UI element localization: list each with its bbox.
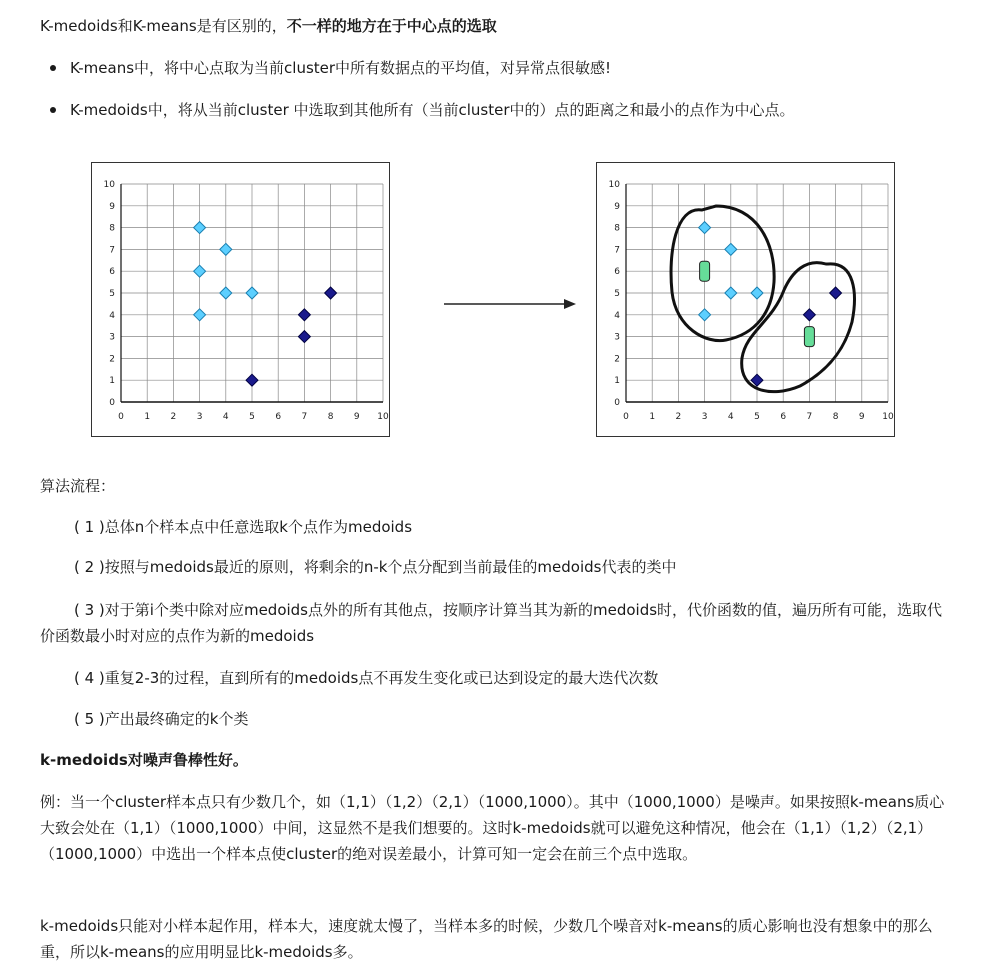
- x-tick-label: 1: [649, 412, 656, 422]
- y-tick-label: 8: [109, 223, 115, 234]
- y-tick-label: 7: [109, 245, 115, 256]
- robust-conclusion: k-medoids只能对小样本起作用，样本大，速度就太慢了，当样本多的时候，少数几个噪音对k-means的质心影响也没有想象中的那么重，所以k-means的应用明显比k-medoids多。: [40, 917, 933, 961]
- y-tick-label: 5: [614, 289, 620, 299]
- y-tick-label: 10: [608, 180, 620, 190]
- algo-step-2: ( 2 )按照与medoids最近的原则，将剩余的n-k个点分配到当前最佳的medoids代表的类中: [74, 558, 677, 576]
- x-tick-label: 4: [727, 412, 734, 422]
- medoid-point: [804, 327, 814, 347]
- y-tick-label: 4: [614, 310, 620, 321]
- y-tick-label: 1: [614, 376, 620, 387]
- y-tick-label: 9: [614, 201, 620, 212]
- y-tick-label: 5: [109, 289, 115, 299]
- x-tick-label: 5: [249, 412, 255, 422]
- x-tick-label: 9: [858, 412, 865, 422]
- x-tick-label: 2: [170, 412, 177, 422]
- y-tick-label: 3: [109, 332, 115, 343]
- intro-line: [40, 16, 497, 36]
- y-tick-label: 3: [614, 332, 620, 343]
- algo-step-3: ( 3 )对于第i个类中除对应medoids点外的所有其他点，按顺序计算当其为新的medoids时，代价函数的值，遍历所有可能，选取代价函数最小时对应的点作为新的medoids: [40, 601, 943, 645]
- x-tick-label: 6: [275, 412, 282, 422]
- bullet-text: K-medoids中，将从当前cluster 中选取到其他所有（当前cluster中的）点的距离之和最小的点作为中心点。: [70, 101, 795, 119]
- y-tick-label: 10: [103, 180, 115, 190]
- arrow-icon: [440, 294, 580, 314]
- bullet-kmedoids: [50, 100, 795, 120]
- y-tick-label: 0: [614, 398, 620, 408]
- bullet-dot-icon: [50, 107, 56, 113]
- intro-lead-bold: 不一样的地方在于中心点的选取: [286, 17, 497, 35]
- chart-frame: [597, 163, 895, 437]
- bullet-dot-icon: [50, 65, 56, 71]
- robust-example: 例：当一个cluster样本点只有少数几个，如（1,1）（1,2）（2,1）（1000,1000）。其中（1000,1000）是噪声。如果按照k-means质心大致会处在（1,1）（1000,1000）中间，这显然不是我们想要的。这时k-medoids就可以避免这种情况，他会在（1,1）（1,2）（2,1）（1000,1000）中选出一个样本点使cluster的绝对误差最小，计算可知一定会在前三个点中选取。: [40, 793, 945, 863]
- y-tick-label: 4: [109, 310, 115, 321]
- x-tick-label: 3: [196, 412, 203, 422]
- x-tick-label: 4: [222, 412, 229, 422]
- scatter-chart-after: [596, 162, 896, 438]
- y-tick-label: 2: [109, 354, 115, 365]
- x-tick-label: 2: [675, 412, 682, 422]
- y-tick-label: 9: [109, 201, 115, 212]
- bullet-kmeans: [50, 58, 611, 78]
- x-tick-label: 5: [754, 412, 760, 422]
- y-tick-label: 6: [614, 267, 620, 278]
- algo-step-5: ( 5 )产出最终确定的k个类: [74, 710, 249, 728]
- y-tick-label: 0: [109, 398, 115, 408]
- medoid-point: [700, 261, 710, 281]
- x-tick-label: 8: [327, 412, 334, 422]
- x-tick-label: 10: [377, 412, 389, 422]
- bullet-text: K-means中，将中心点取为当前cluster中所有数据点的平均值，对异常点很敏感!: [70, 59, 612, 77]
- x-tick-label: 8: [832, 412, 839, 422]
- chart-frame: [92, 163, 390, 437]
- intro-lead: K-medoids和K-means是有区别的，: [40, 17, 287, 35]
- y-tick-label: 6: [109, 267, 115, 278]
- x-tick-label: 0: [623, 412, 629, 422]
- x-tick-label: 0: [118, 412, 124, 422]
- x-tick-label: 7: [301, 412, 308, 422]
- y-tick-label: 2: [614, 354, 620, 365]
- x-tick-label: 9: [353, 412, 360, 422]
- algo-heading: 算法流程：: [40, 477, 116, 495]
- x-tick-label: 6: [780, 412, 787, 422]
- y-tick-label: 7: [614, 245, 620, 256]
- x-tick-label: 3: [701, 412, 708, 422]
- x-tick-label: 1: [144, 412, 151, 422]
- algo-step-1: ( 1 )总体n个样本点中任意选取k个点作为medoids: [74, 518, 413, 536]
- algo-step-4: ( 4 )重复2-3的过程，直到所有的medoids点不再发生变化或已达到设定的最大迭代次数: [74, 669, 659, 687]
- y-tick-label: 8: [614, 223, 620, 234]
- scatter-chart-before: [91, 162, 391, 438]
- robust-heading: k-medoids对噪声鲁棒性好。: [40, 751, 248, 769]
- y-tick-label: 1: [109, 376, 115, 387]
- x-tick-label: 10: [882, 412, 894, 422]
- x-tick-label: 7: [806, 412, 813, 422]
